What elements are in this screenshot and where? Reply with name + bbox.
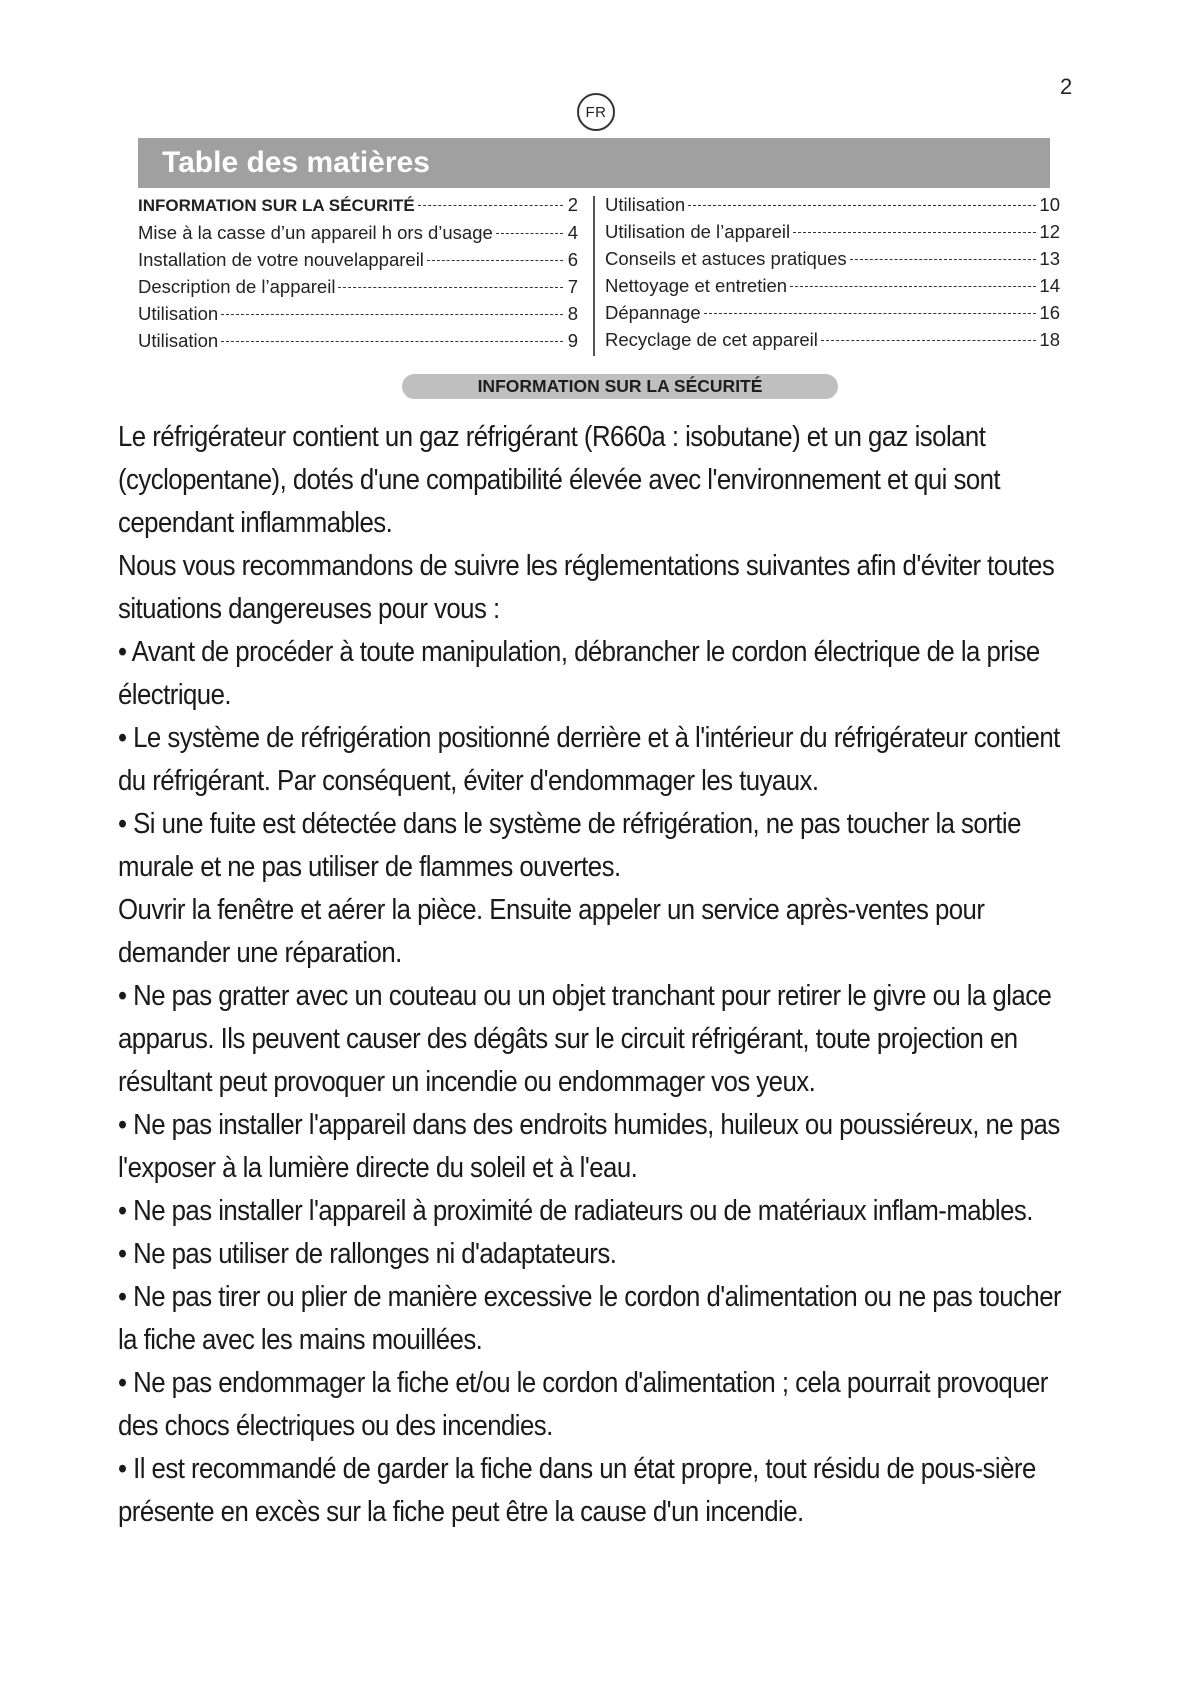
bullet-item: • Ne pas tirer ou plier de manière excessive le cordon d'alimentation ou ne pas toucher la fiche avec les mains mouillées. bbox=[118, 1281, 1062, 1356]
bullet-item: • Avant de procéder à toute manipulation, débrancher le cordon électrique de la prise électrique. bbox=[118, 636, 1040, 711]
toc-entry[interactable] bbox=[138, 300, 578, 327]
toc-entry-page: 2 bbox=[567, 194, 578, 215]
toc-leader bbox=[688, 204, 1036, 206]
toc-entry-page: 18 bbox=[1039, 329, 1060, 350]
toc-leader bbox=[221, 313, 563, 315]
toc-entry-page: 6 bbox=[567, 249, 578, 270]
bullet-item: • Ne pas utiliser de rallonges ni d'adaptateurs. bbox=[118, 1238, 617, 1270]
toc-entry-label: Installation de votre nouvelappareil bbox=[138, 249, 424, 270]
toc-entry[interactable] bbox=[605, 218, 1060, 245]
toc-entry-label: Utilisation bbox=[605, 194, 686, 215]
toc-leader bbox=[221, 340, 563, 342]
toc-right-column bbox=[605, 191, 1060, 353]
page-number: 2 bbox=[1060, 74, 1073, 99]
toc-leader bbox=[850, 258, 1037, 260]
toc-entry-label: Mise à la casse d’un appareil h ors d’usage bbox=[138, 222, 493, 243]
toc-title-text: Table des matières bbox=[162, 146, 430, 179]
toc-entry[interactable] bbox=[138, 191, 578, 219]
toc-entry-label: Utilisation de l’appareil bbox=[605, 221, 791, 242]
toc-entry[interactable] bbox=[605, 326, 1060, 353]
toc-entry-page: 16 bbox=[1039, 302, 1060, 323]
toc-entry[interactable] bbox=[138, 246, 578, 273]
toc-entry[interactable] bbox=[605, 299, 1060, 326]
toc-entry[interactable] bbox=[138, 219, 578, 246]
toc-leader bbox=[821, 339, 1037, 341]
body-paragraph: Ouvrir la fenêtre et aérer la pièce. Ensuite appeler un service après-ventes pour demander une réparation. bbox=[118, 894, 985, 969]
toc-entry[interactable] bbox=[605, 272, 1060, 299]
toc-entry-label: Dépannage bbox=[605, 302, 701, 323]
toc-entry[interactable] bbox=[138, 273, 578, 300]
toc-entry-page: 9 bbox=[567, 330, 578, 351]
body-paragraph: Le réfrigérateur contient un gaz réfrigérant (R660a : isobutane) et un gaz isolant (cyclopentane), dotés d'une compatibilité élevée avec l'environnement et qui sont cependant inflammables. bbox=[118, 421, 1001, 539]
bullet-item: • Ne pas installer l'appareil à proximité de radiateurs ou de matériaux inflam-mables. bbox=[118, 1195, 1033, 1227]
toc-entry-label: Conseils et astuces pratiques bbox=[605, 248, 847, 269]
toc-leader bbox=[338, 286, 563, 288]
bullet-item: • Le système de réfrigération positionné derrière et à l'intérieur du réfrigérateur contient du réfrigérant. Par conséquent, éviter d'endommager les tuyaux. bbox=[118, 722, 1060, 797]
toc-entry[interactable] bbox=[138, 327, 578, 354]
toc-entry-label: Utilisation bbox=[138, 303, 219, 324]
toc-entry-label: Utilisation bbox=[138, 330, 219, 351]
section-heading: INFORMATION SUR LA SÉCURITÉ bbox=[402, 374, 838, 399]
toc-leader bbox=[418, 204, 563, 206]
toc-entry[interactable] bbox=[605, 191, 1060, 218]
toc-entry-page: 14 bbox=[1039, 275, 1060, 296]
toc-leader bbox=[793, 231, 1036, 233]
bullet-item: • Si une fuite est détectée dans le système de réfrigération, ne pas toucher la sortie murale et ne pas utiliser de flammes ouvertes. bbox=[118, 808, 1021, 883]
toc-leader bbox=[704, 312, 1037, 314]
language-badge: FR bbox=[577, 93, 615, 131]
toc-leader bbox=[427, 259, 563, 261]
safety-body bbox=[118, 416, 1062, 1534]
bullet-item: • Ne pas endommager la fiche et/ou le cordon d'alimentation ; cela pourrait provoquer des chocs électriques ou des incendies. bbox=[118, 1367, 1048, 1442]
bullet-item: • Il est recommandé de garder la fiche dans un état propre, tout résidu de pous-sière présente en excès sur la fiche peut être la cause d'un incendie. bbox=[118, 1453, 1036, 1528]
bullet-item: • Ne pas gratter avec un couteau ou un objet tranchant pour retirer le givre ou la glace apparus. Ils peuvent causer des dégâts sur le circuit réfrigérant, toute projection en résultant peut provoquer un incendie ou endommager vos yeux. bbox=[118, 980, 1052, 1098]
toc-left-column bbox=[138, 191, 578, 354]
toc-entry-page: 8 bbox=[567, 303, 578, 324]
toc-title bbox=[138, 138, 1050, 188]
toc-entry-label: Nettoyage et entretien bbox=[605, 275, 788, 296]
toc-entry-page: 12 bbox=[1039, 221, 1060, 242]
bullet-item: • Ne pas installer l'appareil dans des endroits humides, huileux ou poussiéreux, ne pas l'exposer à la lumière directe du soleil et à l'eau. bbox=[118, 1109, 1060, 1184]
toc-entry[interactable] bbox=[605, 245, 1060, 272]
toc-entry-page: 13 bbox=[1039, 248, 1060, 269]
toc-entry-label: Recyclage de cet appareil bbox=[605, 329, 818, 350]
toc-divider bbox=[593, 196, 595, 356]
toc-leader bbox=[790, 285, 1036, 287]
toc-entry-page: 4 bbox=[567, 222, 578, 243]
toc-entry-label: INFORMATION SUR LA SÉCURITÉ bbox=[138, 196, 415, 215]
body-paragraph: Nous vous recommandons de suivre les réglementations suivantes afin d'éviter toutes situations dangereuses pour vous : bbox=[118, 550, 1055, 625]
toc-entry-label: Description de l’appareil bbox=[138, 276, 336, 297]
toc-entry-page: 10 bbox=[1039, 194, 1060, 215]
toc-entry-page: 7 bbox=[567, 276, 578, 297]
toc-leader bbox=[496, 232, 563, 234]
